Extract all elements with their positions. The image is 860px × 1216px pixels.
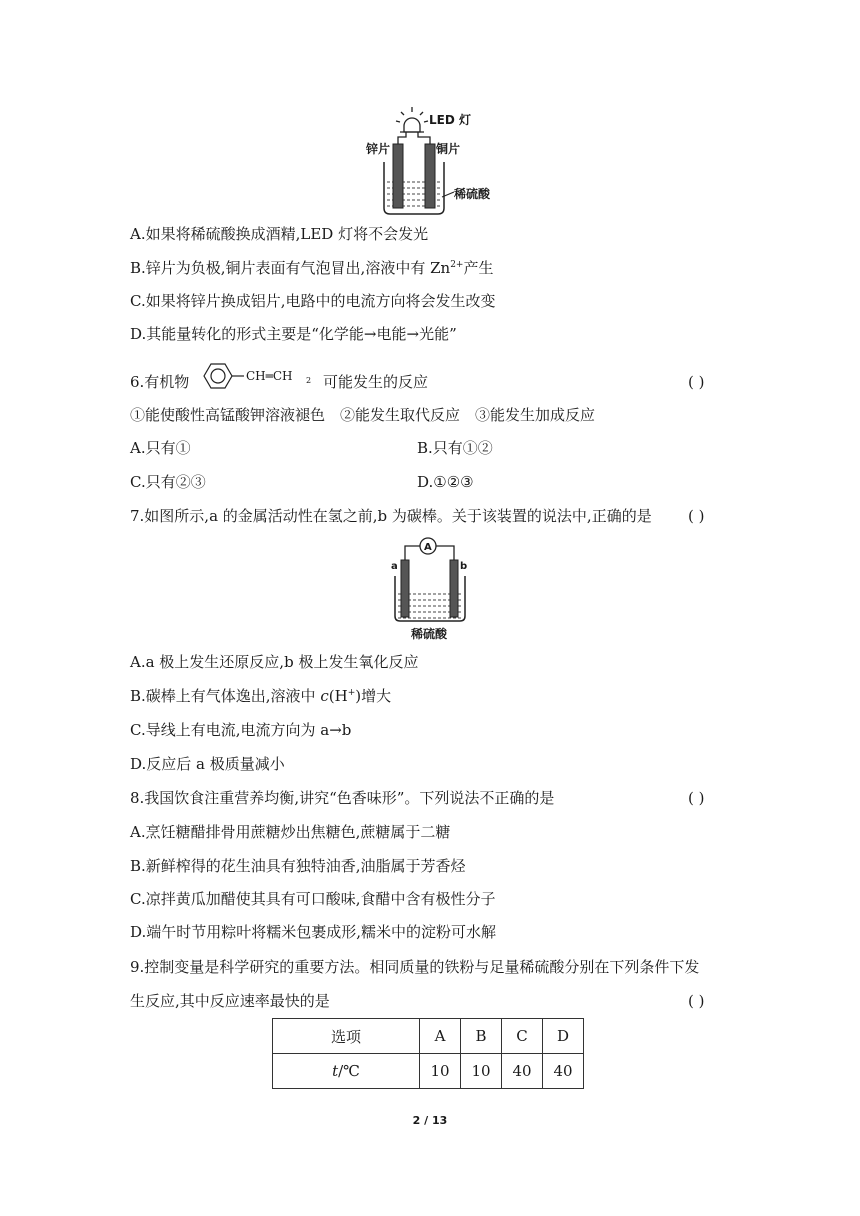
led-label: LED 灯: [429, 113, 471, 127]
temperature-unit: /℃: [338, 1062, 360, 1080]
led-galvanic-cell-figure: [362, 104, 502, 220]
q7-stem: 7.如图所示,a 的金属活动性在氢之前,b 为碳棒。关于该装置的说法中,正确的是: [130, 507, 652, 525]
q5-option-b-text-end: 产生: [463, 259, 494, 277]
table-row-label: [273, 1054, 420, 1089]
electrode-a: [401, 560, 409, 617]
q8-option-c: C.凉拌黄瓜加醋使其具有可口酸味,食醋中含有极性分子: [130, 890, 496, 908]
q5-option-b-text: B.锌片为负极,铜片表面有气泡冒出,溶液中有 Zn: [130, 259, 451, 277]
page-number: 2 / 13: [412, 1114, 448, 1127]
q8-stem: 8.我国饮食注重营养均衡,讲究“色香味形”。下列说法不正确的是: [130, 789, 555, 807]
q9-answer-blank: ( ): [688, 992, 705, 1010]
zinc-electrode: [393, 144, 403, 208]
q7-option-c: C.导线上有电流,电流方向为 a→b: [130, 721, 352, 739]
table-header-cell: 选项: [273, 1019, 420, 1054]
q7-option-d: D.反应后 a 极质量减小: [130, 755, 285, 773]
ammeter-label: A: [424, 542, 432, 553]
copper-electrode: [425, 144, 435, 208]
q9-conditions-table: [272, 1018, 584, 1089]
q6-answer-blank: ( ): [688, 373, 705, 391]
temperature-variable: t: [332, 1062, 339, 1080]
table-cell: 40: [543, 1054, 584, 1089]
q6-option-b: B.只有①②: [417, 439, 493, 457]
q5-option-a: A.如果将稀硫酸换成酒精,LED 灯将不会发光: [130, 225, 429, 243]
q6-option-c: C.只有②③: [130, 473, 206, 491]
table-row: [273, 1054, 584, 1089]
table-header-row: [273, 1019, 584, 1054]
q7-option-b-text: B.碳棒上有气体逸出,溶液中: [130, 687, 321, 705]
table-cell: 40: [502, 1054, 543, 1089]
q8-answer-blank: ( ): [688, 789, 705, 807]
q9-stem-line2: 生反应,其中反应速率最快的是: [130, 992, 330, 1010]
q6-option-d: D.①②③: [417, 473, 474, 491]
q8-option-a: A.烹饪糖醋排骨用蔗糖炒出焦糖色,蔗糖属于二糖: [130, 823, 451, 841]
electrode-a-label: a: [391, 561, 398, 572]
q5-option-b: [130, 258, 493, 278]
q5-option-b-superscript: 2+: [450, 260, 464, 270]
copper-label: 铜片: [436, 142, 461, 156]
q6-option-a: A.只有①: [130, 439, 191, 457]
q8-option-d: D.端午时节用粽叶将糯米包裹成形,糯米中的淀粉可水解: [130, 923, 497, 941]
styrene-subscript: 2: [306, 376, 312, 385]
table-cell: 10: [461, 1054, 502, 1089]
q5-option-d: D.其能量转化的形式主要是“化学能→电能→光能”: [130, 325, 457, 343]
led-bulb-icon: [396, 107, 428, 132]
q9-stem-line1: 9.控制变量是科学研究的重要方法。相同质量的铁粉与足量稀硫酸分别在下列条件下发: [130, 958, 700, 976]
electrode-b: [450, 560, 458, 617]
q7-option-b: [130, 686, 391, 706]
q6-stem-start: 6.有机物: [130, 373, 190, 391]
q7-answer-blank: ( ): [688, 507, 705, 525]
zinc-label: 锌片: [366, 142, 391, 156]
q5-option-c: C.如果将锌片换成铝片,电路中的电流方向将会发生改变: [130, 292, 496, 310]
q7-option-b-text-end: )增大: [355, 687, 392, 705]
table-header-cell: C: [502, 1019, 543, 1054]
solution-label-2: 稀硫酸: [411, 627, 448, 641]
q7-option-b-superscript: +: [347, 688, 356, 698]
q7-option-b-ion: (H: [328, 687, 348, 705]
table-cell: 10: [420, 1054, 461, 1089]
q7-option-a: A.a 极上发生还原反应,b 极上发生氧化反应: [130, 653, 419, 671]
q7-option-b-variable: c: [320, 687, 329, 705]
electrode-b-label: b: [460, 561, 468, 572]
table-header-cell: B: [461, 1019, 502, 1054]
q6-stem-end: 可能发生的反应: [323, 373, 429, 391]
table-header-cell: D: [543, 1019, 584, 1054]
solution-label: 稀硫酸: [454, 187, 491, 201]
ammeter-cell-figure: [388, 536, 472, 646]
styrene-vinyl-text: CH═CH: [246, 369, 293, 383]
table-header-cell: A: [420, 1019, 461, 1054]
q8-option-b: B.新鲜榨得的花生油具有独特油香,油脂属于芳香烃: [130, 857, 466, 875]
q6-statements: ①能使酸性高锰酸钾溶液褪色 ②能发生取代反应 ③能发生加成反应: [130, 406, 596, 424]
styrene-structure: [196, 360, 316, 392]
